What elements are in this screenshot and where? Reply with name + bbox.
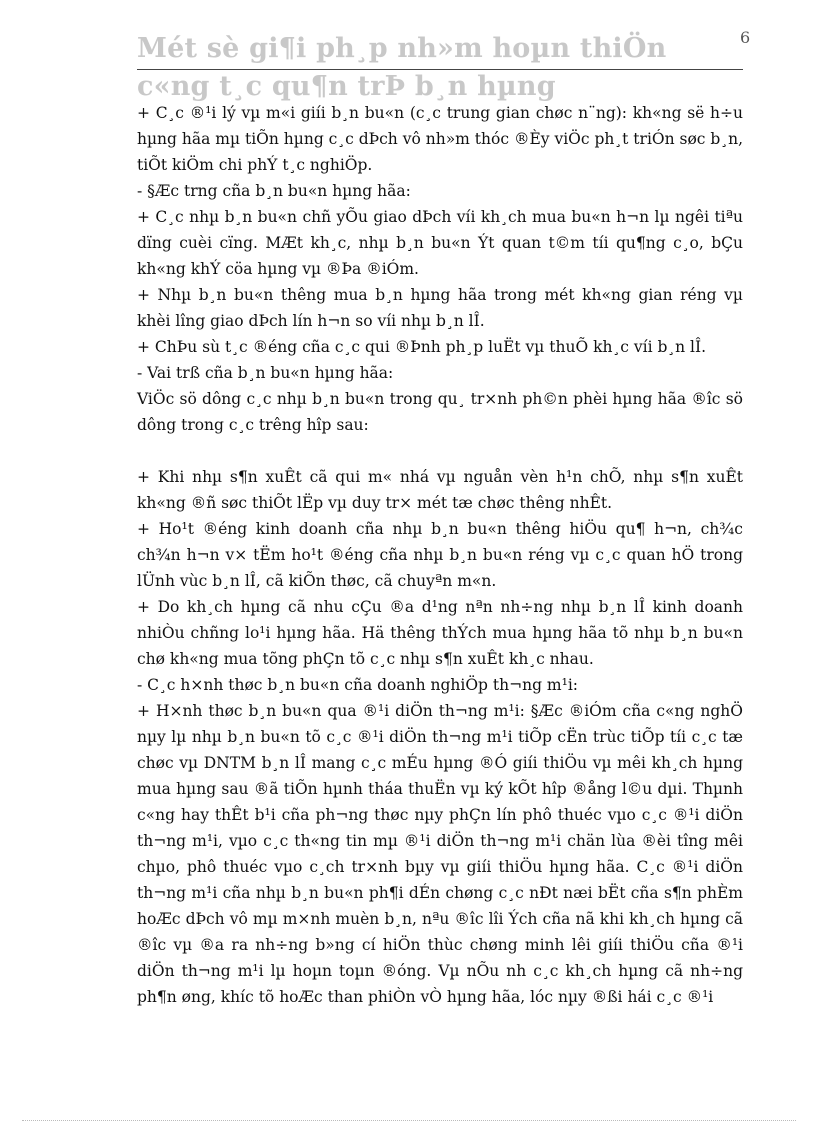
paragraph: - Vai trß cña b¸n bu«n hµng hãa: <box>137 364 394 382</box>
page-header: Mét sè gi¶i ph¸p nh»m hoµn thiÖn c«ng t¸c qu¶n trÞ b¸n hµng <box>137 33 667 102</box>
page-number: 6 <box>740 28 751 47</box>
paragraph: + C¸c ®¹i lý vµ m«i giíi b¸n bu«n (c¸c trung gian chøc n¨ng): kh«ng së h÷u hµng hãa mµ tiÕn hµng c¸c dÞch vô nh»m thóc ®Èy viÖc ph¸t triÓn søc b¸n, tiÕt kiÖm chi phÝ t¸c nghiÖp. <box>137 104 743 174</box>
footer-rule <box>22 1120 796 1121</box>
paragraph: ViÖc sö dông c¸c nhµ b¸n bu«n trong qu¸ tr×nh ph©n phèi hµng hãa ®îc sö dông trong c¸c trêng hîp sau: <box>137 390 743 434</box>
paragraph: + C¸c nhµ b¸n bu«n chñ yÕu giao dÞch víi kh¸ch mua bu«n h¬n lµ ngêi tiªu dïng cuèi cïng. MÆt kh¸c, nhµ b¸n bu«n Ýt quan t©m tíi qu¶ng c¸o, bÇu kh«ng khÝ cöa hµng vµ ®Þa ®iÓm. <box>137 208 743 278</box>
paragraph: + Nhµ b¸n bu«n thêng mua b¸n hµng hãa trong mét kh«ng gian réng vµ khèi lîng giao dÞch lín h¬n so víi nhµ b¸n lÎ. <box>137 286 743 330</box>
paragraph: + H×nh thøc b¸n bu«n qua ®¹i diÖn th¬ng m¹i: §Æc ®iÓm cña c«ng nghÖ nµy lµ nhµ b¸n bu«n tõ c¸c ®¹i diÖn th¬ng m¹i tiÕp cËn trùc tiÕp tíi c¸c tæ chøc vµ DNTM b¸n lÎ mang c¸c mÉu hµng ®Ó giíi thiÖu vµ mêi kh¸ch hµng mua hµng sau ®ã tiÕn hµnh tháa thuËn vµ ký kÕt hîp ®ång l©u dµi. Thµnh c«ng hay thÊt b¹i cña ph¬ng thøc nµy phÇn lín phô thuéc vµo c¸c ®¹i diÖn th¬ng m¹i, vµo c¸c th«ng tin mµ ®¹i diÖn th¬ng m¹i chän lùa ®èi tîng mêi chµo, phô thuéc vµo c¸ch tr×nh bµy vµ giíi thiÖu hµng hãa. C¸c ®¹i diÖn th¬ng m¹i cña nhµ b¸n bu«n ph¶i dÉn chøng c¸c nÐt næi bËt cña s¶n phÈm hoÆc dÞch vô mµ m×nh muèn b¸n, nªu ®îc lîi Ých cña nã khi kh¸ch hµng cã ®îc vµ ®a ra nh÷ng b»ng cí hiÖn thùc chøng minh lêi giíi thiÖu cña ®¹i diÖn th¬ng m¹i lµ hoµn toµn ®óng. Vµ nÕu nh c¸c kh¸ch hµng cã nh÷ng ph¶n øng, khíc tõ hoÆc than phiÒn vÒ hµng hãa, lóc nµy ®ßi hái c¸c ®¹i <box>137 702 743 1006</box>
body-text <box>137 100 743 1010</box>
paragraph: + Ho¹t ®éng kinh doanh cña nhµ b¸n bu«n thêng hiÖu qu¶ h¬n, ch¾c ch¾n h¬n v× tËm ho¹t ®éng cña nhµ b¸n bu«n réng vµ c¸c quan hÖ trong lÜnh vùc b¸n lÎ, cã kiÕn thøc, cã chuyªn m«n. <box>137 520 743 590</box>
blank-line <box>137 438 743 464</box>
header-rule <box>137 69 743 70</box>
paragraph: + ChÞu sù t¸c ®éng cña c¸c qui ®Þnh ph¸p luËt vµ thuÕ kh¸c víi b¸n lÎ. <box>137 338 707 356</box>
paragraph: + Do kh¸ch hµng cã nhu cÇu ®a d¹ng nªn nh÷ng nhµ b¸n lÎ kinh doanh nhiÒu chñng lo¹i hµng hãa. Hä thêng thÝch mua hµng hãa tõ nhµ b¸n bu«n chø kh«ng mua tõng phÇn tõ c¸c nhµ s¶n xuÊt kh¸c nhau. <box>137 598 743 668</box>
paragraph: - C¸c h×nh thøc b¸n bu«n cña doanh nghiÖp th¬ng m¹i: <box>137 676 579 694</box>
paragraph: + Khi nhµ s¶n xuÊt cã qui m« nhá vµ nguån vèn h¹n chÕ, nhµ s¶n xuÊt kh«ng ®ñ søc thiÕt lËp vµ duy tr× mét tæ chøc thêng nhÊt. <box>137 468 743 512</box>
paragraph: - §Æc trng cña b¸n bu«n hµng hãa: <box>137 182 411 200</box>
